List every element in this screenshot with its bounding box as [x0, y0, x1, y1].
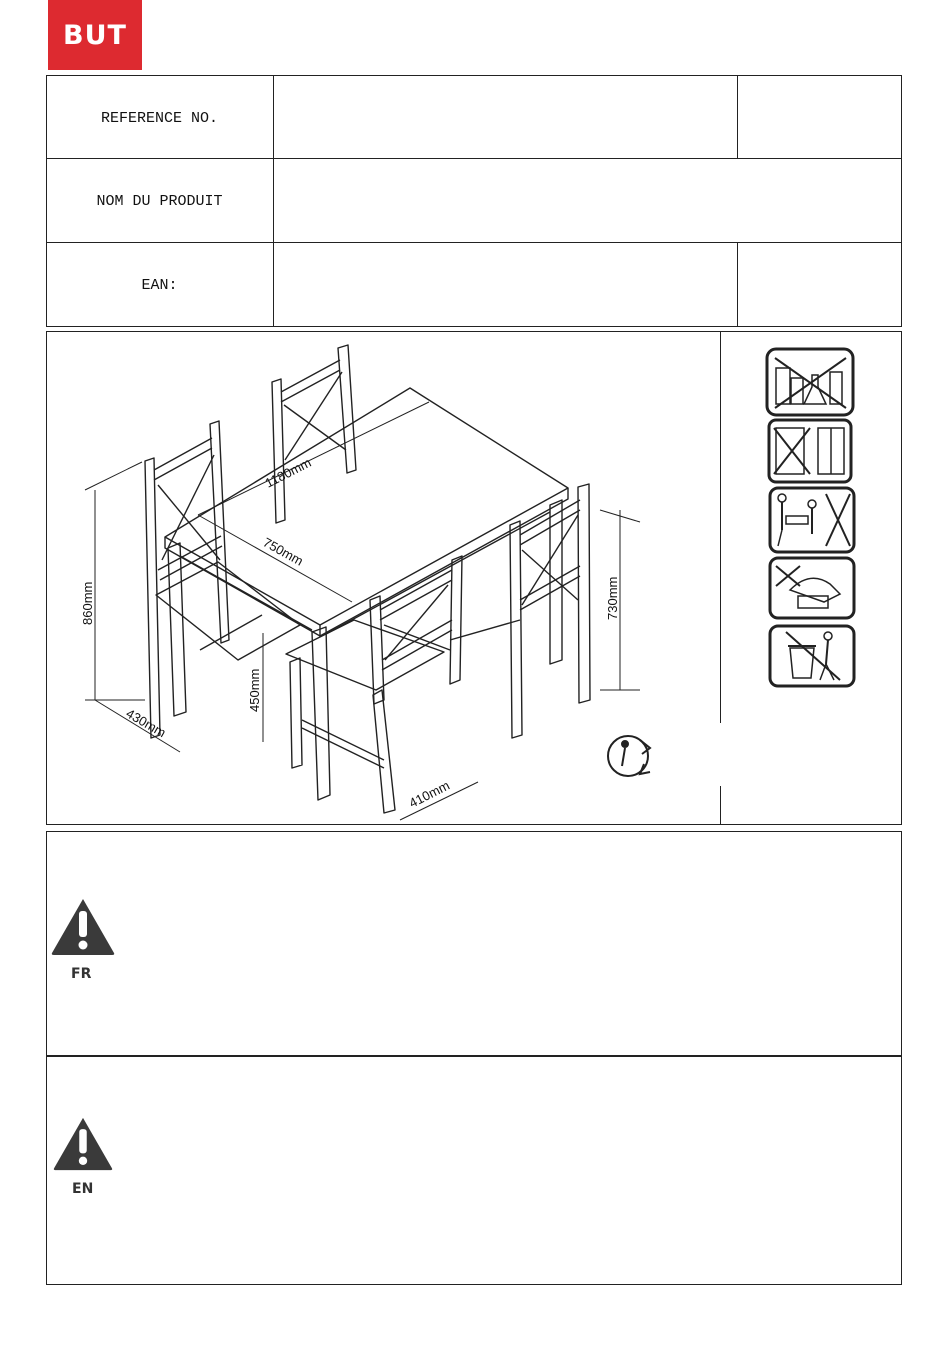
- chair-back-right: [272, 345, 356, 523]
- ean-label: EAN:: [141, 277, 178, 294]
- two-person-assembly-icon: [770, 488, 854, 552]
- brand-logo-text: BUT: [63, 19, 127, 51]
- product-name-label: NOM DU PRODUIT: [96, 193, 223, 210]
- do-not-dispose-in-bin-icon: [770, 626, 854, 686]
- dim-label-730: 730mm: [605, 576, 620, 620]
- warning-section-fr: [46, 831, 902, 1056]
- dim-line-750: [198, 515, 352, 602]
- dim-label-1180: 1180mm: [262, 454, 314, 491]
- dim-label-750: 750mm: [260, 534, 306, 569]
- chair-front-right: [450, 484, 590, 738]
- dim-label-450: 450mm: [247, 668, 262, 712]
- warning-section-en: [46, 1056, 902, 1285]
- dim-label-410: 410mm: [406, 777, 452, 811]
- warning-triangle-icon: [50, 897, 116, 957]
- dim-line-1180: [198, 402, 429, 515]
- table-top: [165, 388, 568, 636]
- no-outdoor-use-icon: [769, 420, 851, 482]
- language-code-en: EN: [72, 1181, 94, 1197]
- clean-with-damp-cloth-icon: [770, 558, 854, 618]
- triman-recycle-icon: [608, 736, 650, 776]
- no-chemicals-icon: [767, 349, 853, 415]
- dim-label-430: 430mm: [123, 705, 169, 741]
- dim-label-860: 860mm: [80, 581, 95, 625]
- warning-triangle-icon: [52, 1116, 114, 1172]
- reference-label: REFERENCE NO.: [100, 110, 219, 127]
- table-legs: [168, 500, 562, 800]
- language-code-fr: FR: [71, 966, 92, 982]
